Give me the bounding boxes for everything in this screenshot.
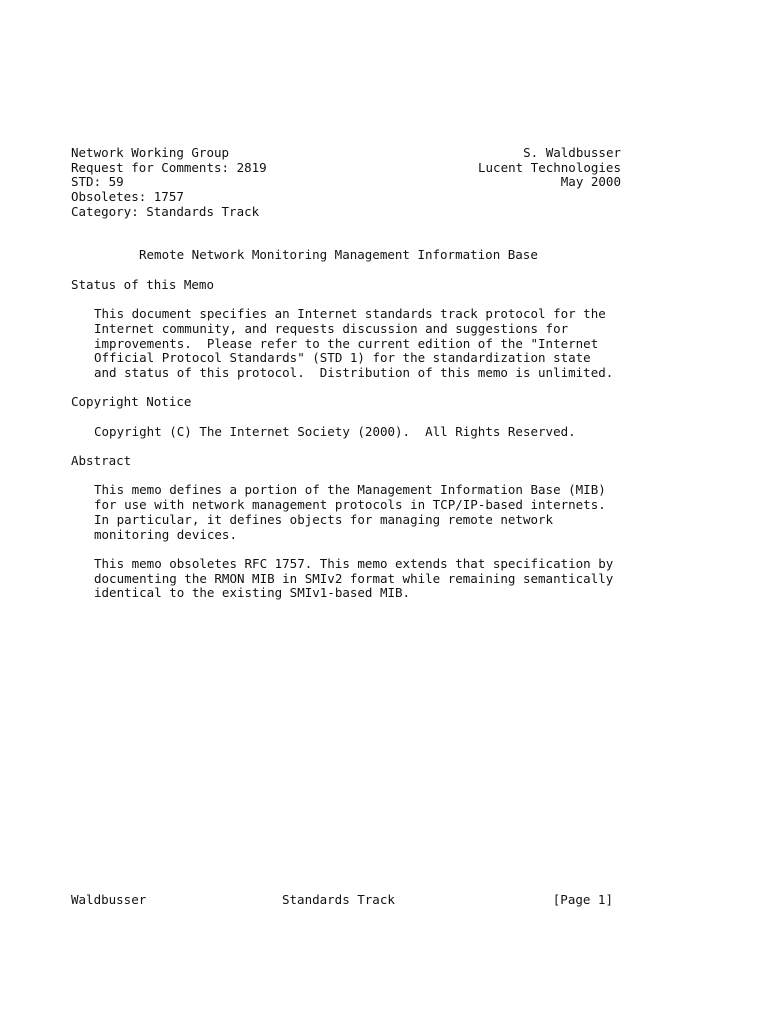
document-title: Remote Network Monitoring Management Information Base [139, 247, 538, 263]
header-left-block [71, 146, 267, 219]
section-status [71, 278, 631, 381]
paragraph-line: monitoring devices. [94, 526, 237, 542]
header-right-block [478, 146, 621, 219]
paragraph-line: Official Protocol Standards" (STD 1) for the standardization state [94, 350, 591, 366]
section-heading-abstract: Abstract [71, 453, 132, 469]
paragraph-abstract-2 [71, 557, 631, 601]
paragraph-line: This memo defines a portion of the Management Information Base (MIB) [94, 482, 606, 498]
paragraph-copyright [71, 425, 631, 440]
paragraph-line: Copyright (C) The Internet Society (2000). All Rights Reserved. [94, 423, 576, 439]
paragraph-status [71, 307, 631, 380]
paragraph-line: Internet community, and requests discussion and suggestions for [94, 320, 569, 336]
header-std-number: STD: 59 [71, 174, 124, 190]
section-heading-copyright: Copyright Notice [71, 394, 192, 410]
paragraph-line: identical to the existing SMIv1-based MIB. [94, 585, 411, 601]
paragraph-line: improvements. Please refer to the current edition of the "Internet [94, 335, 599, 351]
header-date: May 2000 [560, 174, 621, 190]
section-abstract [71, 454, 631, 601]
footer-page-number: [Page 1] [552, 892, 613, 907]
paragraph-line: This document specifies an Internet standards track protocol for the [94, 306, 606, 322]
rfc-header [71, 146, 621, 219]
header-organization: Lucent Technologies [478, 159, 621, 175]
header-rfc-number: Request for Comments: 2819 [71, 159, 267, 175]
paragraph-line: This memo obsoletes RFC 1757. This memo extends that specification by [94, 555, 614, 571]
section-heading-status: Status of this Memo [71, 276, 214, 292]
paragraph-line: In particular, it defines objects for managing remote network [94, 511, 554, 527]
paragraph-line: documenting the RMON MIB in SMIv2 format while remaining semantically [94, 570, 614, 586]
footer-category: Standards Track [282, 892, 395, 907]
header-working-group: Network Working Group [71, 145, 230, 160]
paragraph-line: and status of this protocol. Distribution of this memo is unlimited. [94, 364, 614, 380]
section-copyright [71, 395, 631, 439]
rfc-footer [71, 893, 613, 908]
header-obsoletes: Obsoletes: 1757 [71, 189, 184, 205]
header-category: Category: Standards Track [71, 203, 260, 219]
rfc-page [71, 146, 631, 601]
paragraph-abstract-1 [71, 483, 631, 542]
paragraph-line: for use with network management protocols in TCP/IP-based internets. [94, 497, 606, 513]
header-author: S. Waldbusser [523, 145, 621, 160]
footer-author: Waldbusser [71, 892, 147, 907]
